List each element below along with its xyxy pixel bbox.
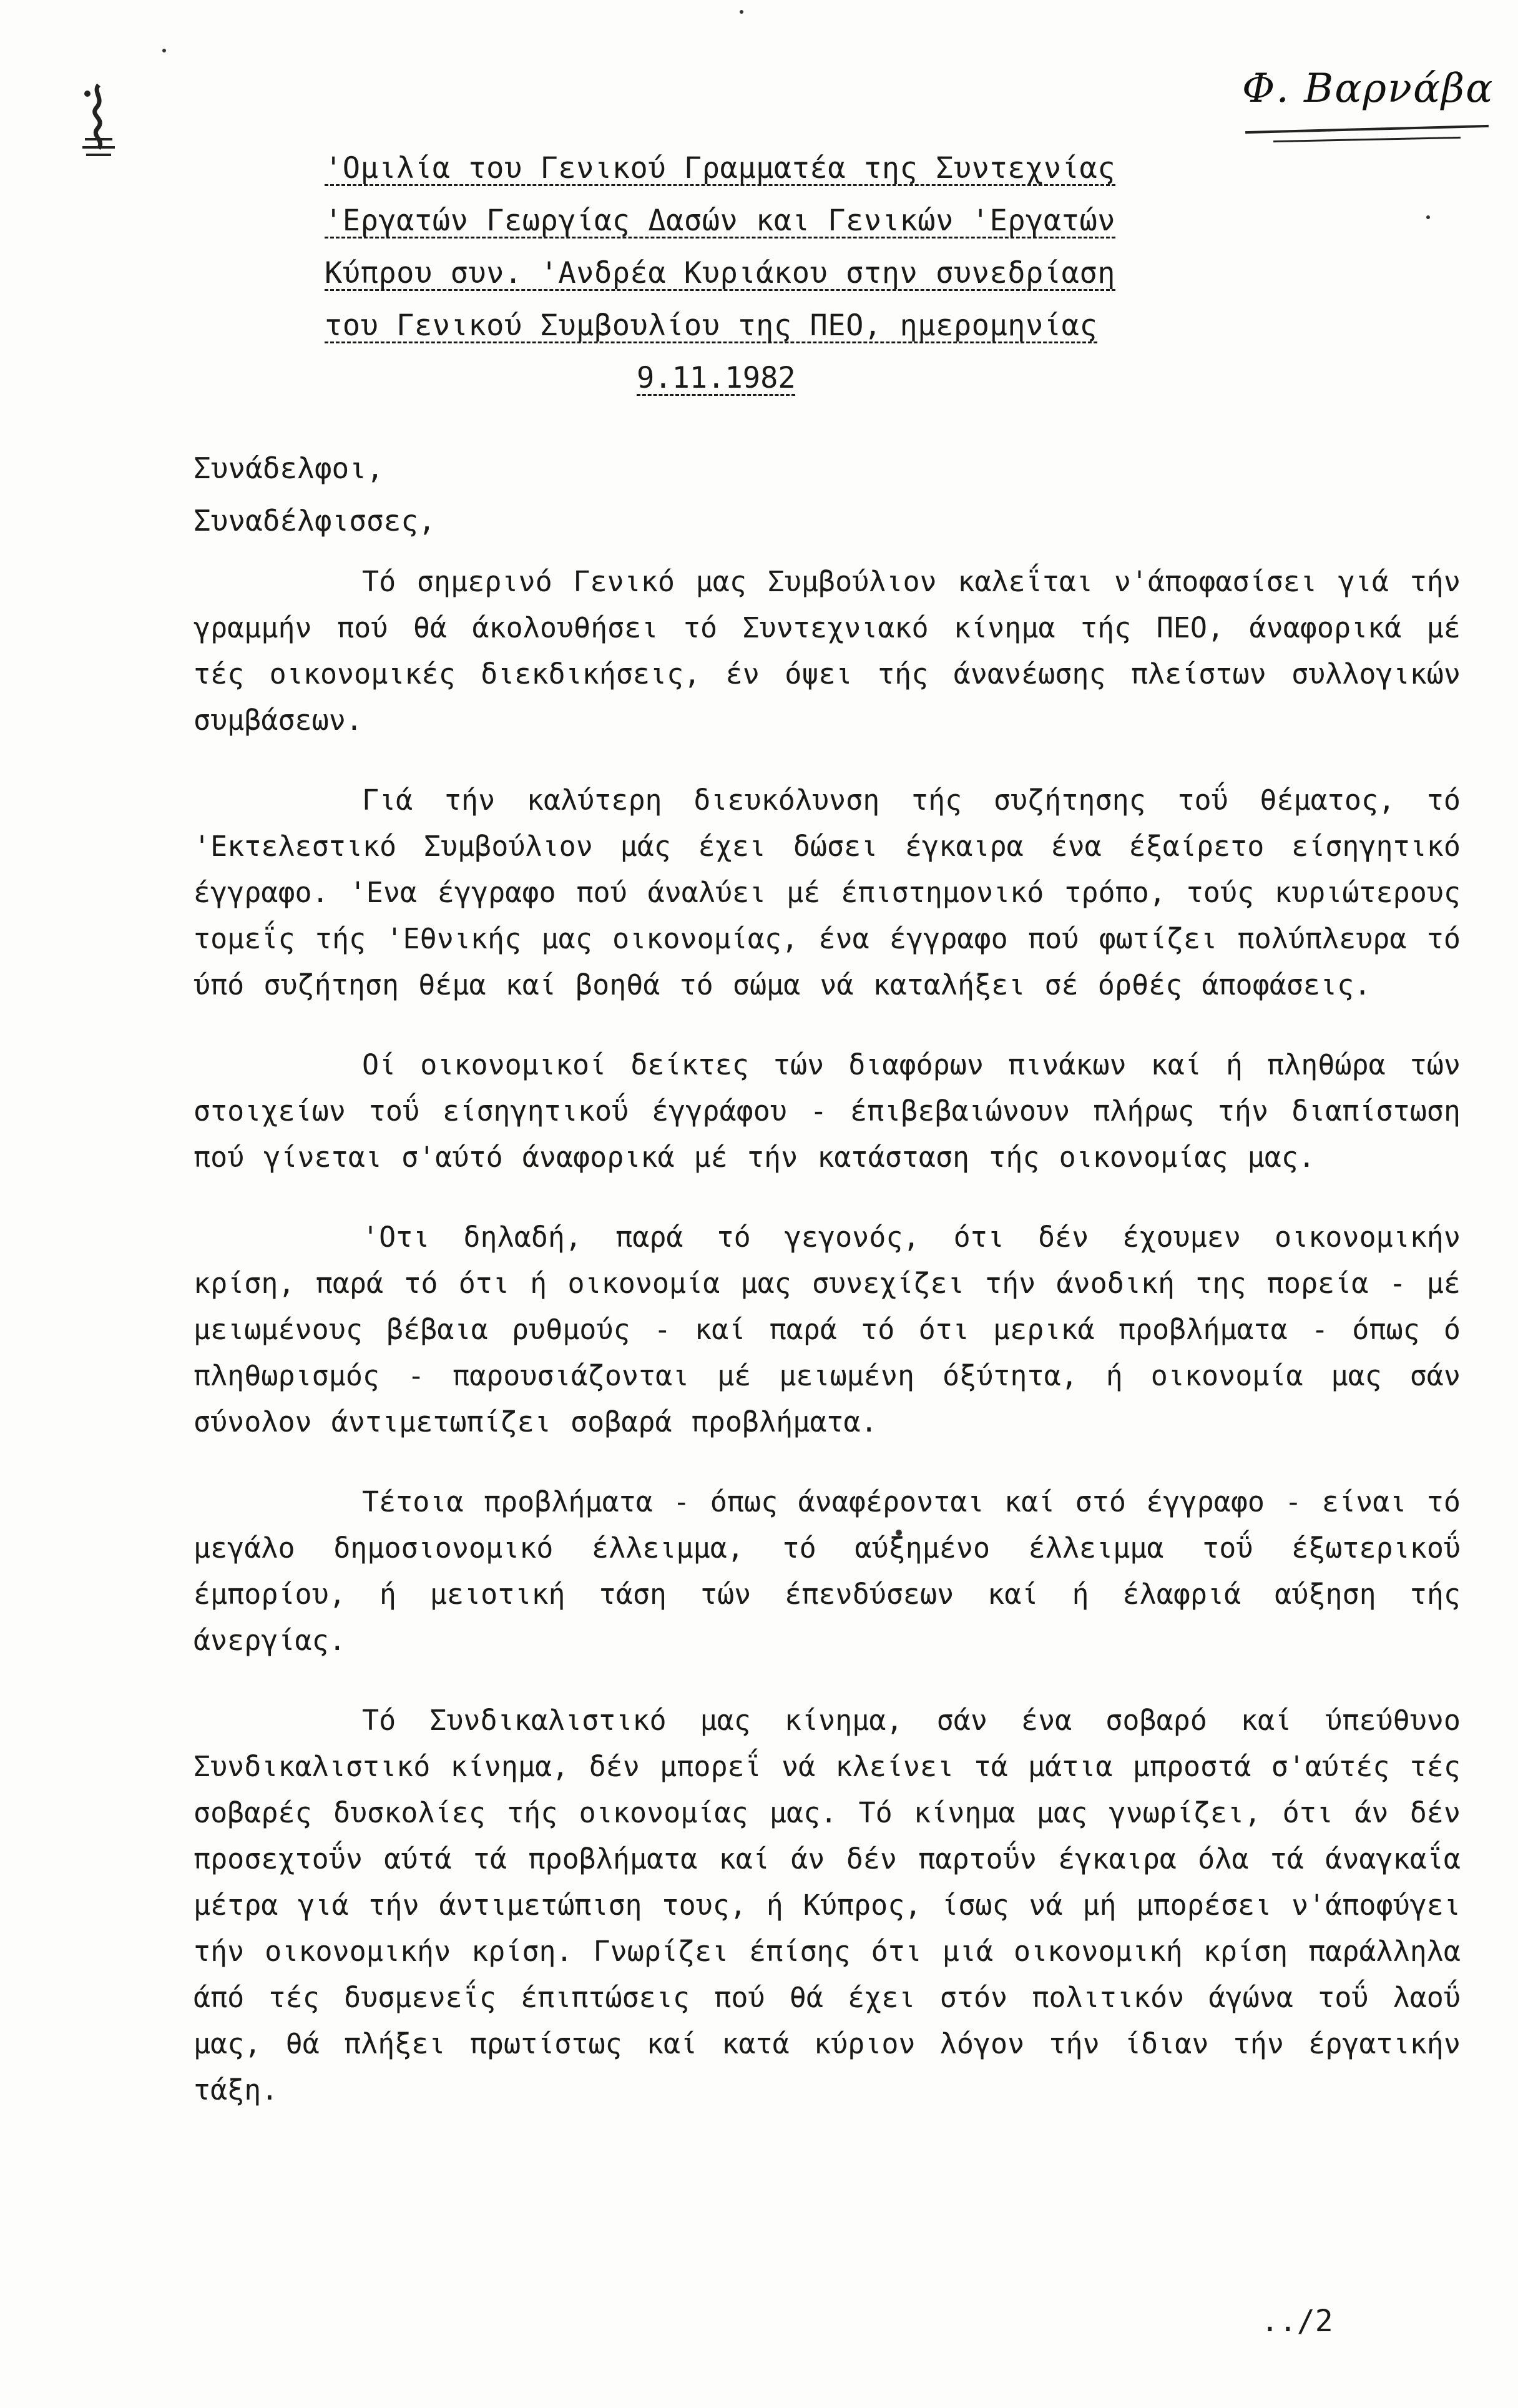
paragraph: Τό Συνδικαλιστικό μας κίνημα, σάν ένα σοβαρό καί ύπεύθυνο Συνδικαλιστικό κίνημα, δέν μπορεΐ νά κλείνει τά μάτια μπροστά σ'αύτές τές σοβαρές δυσκολίες τής οικονομίας μας. Τό κίνημα μας γνωρίζει, ότι άν δέν προσεχτοΰν αύτά τά προβλήματα καί άν δέν παρτοΰν έγκαιρα όλα τά άναγκαΐα μέτρα γιά τήν άντιμετώπιση τους, ή Κύπρος, ίσως νά μή μπορέσει ν'άποφύγει τήν οικονομικήν κρίση. Γνωρίζει έπίσης ότι μιά οικονομική κρίση παράλληλα άπό τές δυσμενεΐς έπιπτώσεις πού θά έχει στόν πολιτικόν άγώνα τοΰ λαοΰ μας, θά πλήξει πρωτίστως καί κατά κύριον λόγον τήν ίδιαν τήν έργατικήν τάξη. <box>193 1704 1461 2106</box>
paragraph: Τέτοια προβλήματα - όπως άναφέρονται καί στό έγγραφο - είναι τό μεγάλο δημοσιονομικό έλλειμμα, τό αύξημένο έλλειμμα τοΰ έξωτερικοΰ έμπορίου, ή μειοτική τάση τών έπενδύσεων καί ή έλαφριά αύξηση τής άνεργίας. <box>193 1485 1461 1657</box>
speck-mark <box>740 10 743 14</box>
body-text <box>193 559 1461 2147</box>
title-line: 'Ομιλία του Γενικού Γραμματέα της Συντεχνίας <box>325 151 1116 185</box>
annotation-underline <box>1273 137 1461 142</box>
title-line: του Γενικού Συμβουλίου της ΠΕΟ, ημερομηνίας <box>325 308 1098 343</box>
handwritten-annotation: Φ. Βαρνάβα <box>1242 66 1494 112</box>
title-date: 9.11.1982 <box>637 361 796 395</box>
salutation <box>193 442 436 547</box>
stamp-mark-icon <box>74 80 124 161</box>
paragraph: Οί οικονομικοί δείκτες τών διαφόρων πινάκων καί ή πληθώρα τών στοιχείων τοΰ είσηγητικοΰ έγγράφου - έπιβεβαιώνουν πλήρως τήν διαπίστωση πού γίνεται σ'αύτό άναφορικά μέ τήν κατάσταση τής οικονομίας μας. <box>193 1048 1461 1174</box>
paragraph: 'Οτι δηλαδή, παρά τό γεγονός, ότι δέν έχουμεν οικονομικήν κρίση, παρά τό ότι ή οικονομία μας συνεχίζει τήν άνοδική της πορεία - μέ μειωμένους βέβαια ρυθμούς - καί παρά τό ότι μερικά προβλήματα - όπως ό πληθωρισμός - παρουσιάζονται μέ μειωμένη όξύτητα, ή οικονομία μας σάν σύνολον άντιμετωπίζει σοβαρά προβλήματα. <box>193 1221 1461 1438</box>
paragraph: Τό σημερινό Γενικό μας Συμβούλιον καλεΐται ν'άποφασίσει γιά τήν γραμμήν πού θά άκολουθήσει τό Συντεχνιακό κίνημα τής ΠΕΟ, άναφορικά μέ τές οικονομικές διεκδικήσεις, έν όψει τής άνανέωσης πλείστων συλλογικών συμβάσεων. <box>193 565 1461 737</box>
document-title <box>325 142 1223 405</box>
salutation-line: Συνάδελφοι, <box>193 451 384 485</box>
continuation-marker: ../2 <box>1261 2304 1333 2339</box>
speck-mark <box>162 49 166 52</box>
paragraph: Γιά τήν καλύτερη διευκόλυνση τής συζήτησης τοΰ θέματος, τό 'Εκτελεστικό Συμβούλιον μάς έχει δώσει έγκαιρα ένα έξαίρετο είσηγητικό έγγραφο. 'Ενα έγγραφο πού άναλύει μέ έπιστημονικό τρόπο, τούς κυριώτερους τομεΐς τής 'Εθνικής μας οικονομίας, ένα έγγραφο πού φωτίζει πολύπλευρα τό ύπό συζήτηση θέμα καί βοηθά τό σώμα νά καταλήξει σέ όρθές άποφάσεις. <box>193 784 1461 1001</box>
speck-mark <box>1426 215 1430 219</box>
title-line: 'Εργατών Γεωργίας Δασών και Γενικών 'Εργατών <box>325 204 1116 238</box>
annotation-underline <box>1245 125 1489 134</box>
salutation-line: Συναδέλφισσες, <box>193 504 436 538</box>
title-line: Κύπρου συν. 'Ανδρέα Κυριάκου στην συνεδρίαση <box>325 256 1116 290</box>
